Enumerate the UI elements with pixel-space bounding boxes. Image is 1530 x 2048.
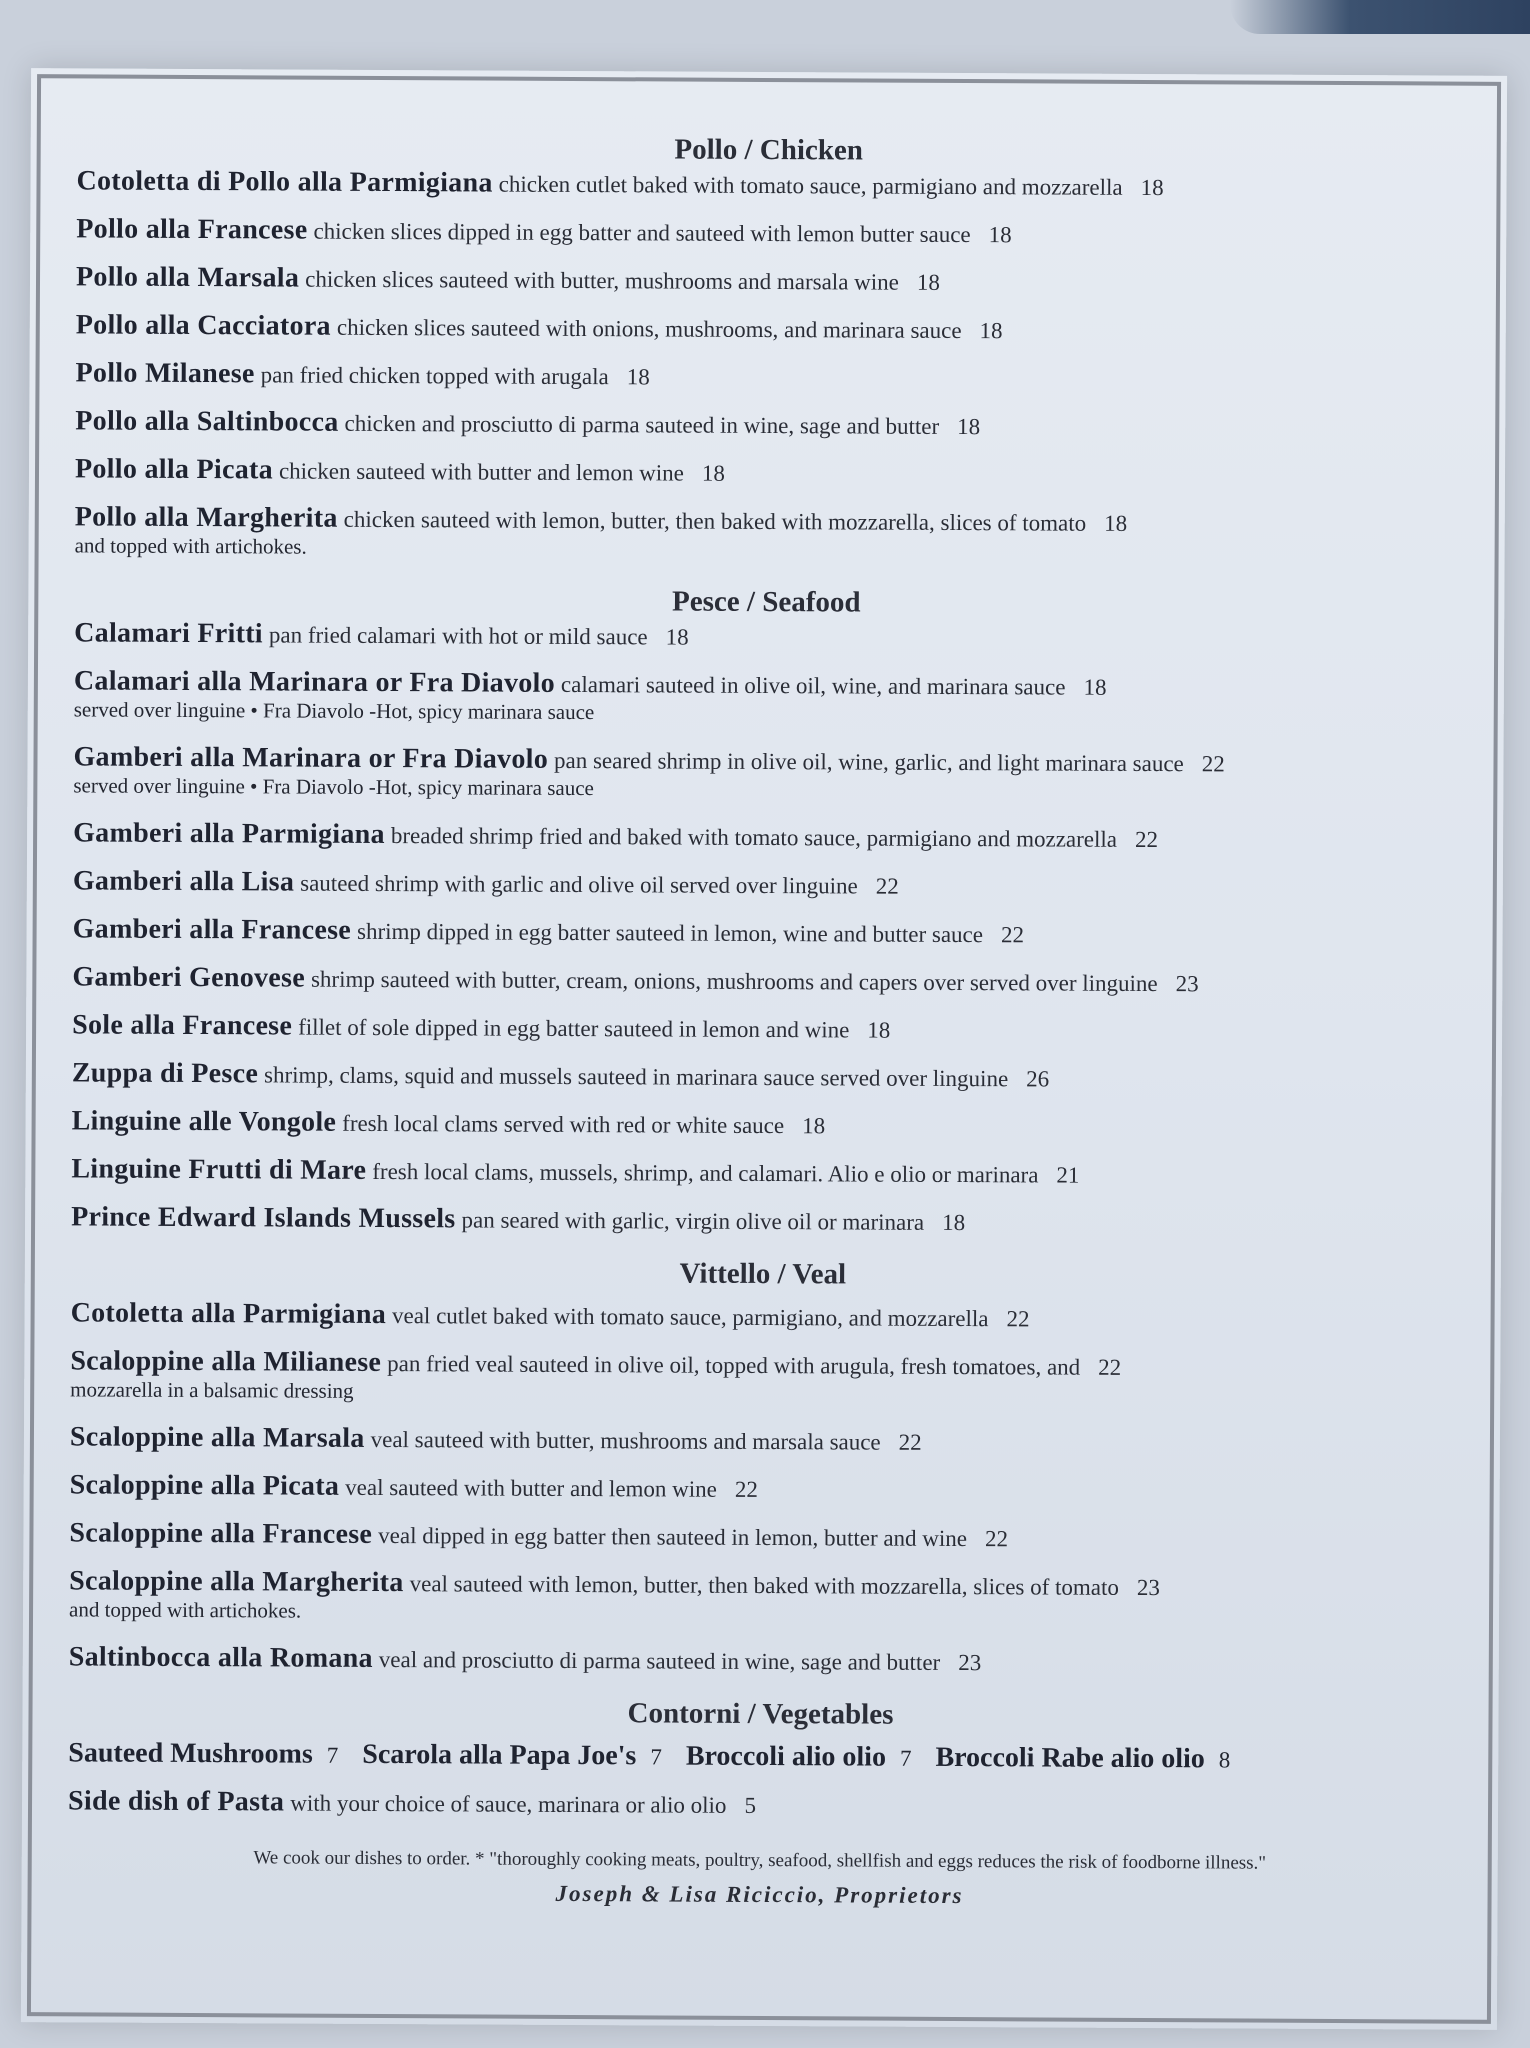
item-desc: fresh local clams served with red or white sauce (342, 1110, 785, 1139)
item-name: Scaloppine alla Francese (69, 1517, 373, 1550)
item-name: Cotoletta alla Parmigiana (70, 1297, 387, 1331)
item-price: 18 (1083, 674, 1107, 700)
item-desc: chicken slices sauteed with onions, mushrooms, and marinara sauce (336, 314, 962, 344)
item-name: Calamari Fritti (74, 617, 264, 650)
menu-item (70, 1470, 1454, 1525)
item-price: 22 (1201, 751, 1225, 777)
menu-item (72, 914, 1456, 969)
item-name: Pollo alla Saltinbocca (75, 405, 339, 438)
item-name: Saltinbocca alla Romana (68, 1641, 373, 1674)
item-name: Scaloppine alla Margherita (69, 1565, 404, 1599)
item-price: 7 (899, 1745, 912, 1771)
item-name: Gamberi alla Marinara or Fra Diavolo (73, 741, 549, 775)
menu-item (68, 1786, 1452, 1841)
item-note: and topped with artichokes. (74, 533, 307, 559)
menu-item (73, 742, 1457, 825)
item-price: 8 (1218, 1747, 1231, 1773)
item-name: Pollo Milanese (75, 357, 255, 390)
menu-item (69, 1566, 1453, 1649)
chicken-items (74, 166, 1460, 585)
item-price: 18 (665, 624, 689, 650)
item-price: 22 (734, 1476, 758, 1502)
menu-item (73, 818, 1457, 873)
menu-item (69, 1642, 1453, 1697)
item-desc: chicken slices sauteed with butter, mushrooms and marsala wine (305, 266, 899, 295)
item-desc: chicken cutlet baked with tomato sauce, parmigiano and mozzarella (498, 171, 1123, 200)
item-price: 18 (957, 414, 981, 440)
item-desc: pan seared with garlic, virgin olive oil or marinara (461, 1207, 925, 1235)
item-price: 22 (1006, 1306, 1030, 1332)
menu-item (76, 166, 1460, 221)
menu-item (75, 454, 1459, 509)
menu-page (21, 68, 1507, 2030)
item-desc: shrimp dipped in egg batter sauteed in lemon, wine and butter sauce (356, 918, 984, 948)
item-name: Sauteed Mushrooms (68, 1737, 313, 1770)
item-desc: chicken slices dipped in egg batter and sauteed with lemon butter sauce (313, 218, 971, 248)
item-name: Pollo alla Picata (74, 453, 274, 486)
item-name: Pollo alla Cacciatora (75, 309, 332, 342)
item-name: Scaloppine alla Picata (69, 1469, 340, 1502)
item-price: 23 (1136, 1574, 1161, 1601)
menu-item (75, 358, 1459, 413)
item-price: 18 (701, 460, 725, 486)
item-price: 22 (898, 1429, 922, 1455)
menu-item (76, 214, 1460, 269)
item-desc: veal sauteed with lemon, butter, then baked with mozzarella, slices of tomato (409, 1571, 1120, 1600)
section-title-seafood: Pesce / Seafood (672, 585, 861, 619)
menu-item (71, 1154, 1455, 1209)
menu-item (75, 406, 1459, 461)
footer-note: We cook our dishes to order. * "thoroughly cooking meats, poultry, seafood, shellfish and eggs reduces the risk of foodborne illness." (253, 1847, 1267, 1874)
item-price: 18 (1104, 510, 1128, 536)
menu-item (76, 310, 1460, 365)
item-price: 26 (1026, 1066, 1050, 1092)
item-name: Broccoli alio olio (685, 1740, 887, 1773)
menu-item (73, 866, 1457, 921)
item-price: 18 (988, 222, 1012, 248)
item-desc: chicken sauteed with butter and lemon wine (278, 458, 684, 486)
item-price: 18 (916, 269, 940, 295)
vegetables-row (68, 1738, 1452, 1793)
item-price: 18 (626, 364, 650, 390)
item-price: 18 (979, 318, 1003, 344)
item-desc: pan fried veal sauteed in olive oil, topped with arugula, fresh tomatoes, and (387, 1351, 1081, 1380)
item-note: served over linguine • Fra Diavolo -Hot, spicy marinara sauce (73, 773, 594, 801)
item-price: 22 (984, 1526, 1009, 1552)
menu-item (72, 1058, 1456, 1113)
item-name: Calamari alla Marinara or Fra Diavolo (73, 665, 556, 699)
item-price: 18 (802, 1113, 826, 1139)
item-name: Scaloppine alla Milianese (70, 1345, 382, 1378)
item-desc: shrimp, clams, squid and mussels sauteed in marinara sauce served over linguine (264, 1062, 1009, 1092)
item-name: Pollo alla Marsala (75, 261, 300, 294)
menu-item (74, 618, 1458, 673)
item-name: Linguine alle Vongole (71, 1105, 337, 1138)
item-desc: with your choice of sauce, marinara or alio olio (290, 1790, 727, 1818)
menu-item (74, 502, 1458, 585)
item-desc: veal dipped in egg batter then sauteed in lemon, butter and wine (378, 1522, 968, 1552)
menu-item (72, 1010, 1456, 1065)
item-price: 7 (650, 1744, 662, 1770)
item-name: Cotoletta di Pollo alla Parmigiana (76, 165, 493, 199)
item-note: mozzarella in a balsamic dressing (70, 1377, 354, 1403)
item-desc: fresh local clams, mussels, shrimp, and calamari. Alio e olio or marinara (372, 1158, 1039, 1188)
item-price: 22 (1098, 1354, 1122, 1380)
item-desc: veal sauteed with butter and lemon wine (345, 1474, 717, 1502)
menu-item (69, 1518, 1453, 1573)
section-title-chicken: Pollo / Chicken (674, 133, 864, 167)
item-name: Zuppa di Pesce (71, 1057, 259, 1090)
item-desc: chicken and prosciutto di parma sauteed in wine, sage and butter (344, 410, 940, 439)
item-name: Sole alla Francese (72, 1009, 293, 1042)
item-desc: pan fried calamari with hot or mild sauce (268, 622, 648, 650)
item-desc: pan seared shrimp in olive oil, wine, garlic, and light marinara sauce (553, 747, 1184, 777)
item-desc: sauteed shrimp with garlic and olive oil served over linguine (300, 870, 858, 899)
item-price: 21 (1056, 1162, 1080, 1188)
item-name: Gamberi alla Lisa (72, 865, 295, 898)
menu-item (70, 1298, 1454, 1353)
veal-items (69, 1298, 1455, 1697)
menu-item (72, 962, 1456, 1017)
item-name: Pollo alla Margherita (74, 501, 338, 534)
proprietors: Joseph & Lisa Riciccio, Proprietors (555, 1880, 964, 1909)
item-name: Side dish of Pasta (67, 1785, 285, 1818)
item-price: 18 (942, 1209, 966, 1236)
item-name: Gamberi alla Parmigiana (73, 817, 385, 851)
item-desc: veal and prosciutto di parma sauteed in wine, sage and butter (378, 1646, 941, 1675)
item-price: 22 (1000, 922, 1025, 948)
item-price: 18 (867, 1017, 891, 1043)
item-name: Linguine Frutti di Mare (71, 1153, 367, 1186)
item-desc: pan fried chicken topped with arugala (260, 362, 609, 390)
item-name: Broccoli Rabe alio olio (935, 1741, 1205, 1775)
background-corner (1230, 0, 1530, 34)
menu-item (76, 262, 1460, 317)
item-note: served over linguine • Fra Diavolo -Hot, spicy marinara sauce (73, 697, 595, 725)
item-desc: fillet of sole dipped in egg batter sauteed in lemon and wine (298, 1014, 850, 1043)
section-title-vegetables: Contorni / Vegetables (627, 1697, 894, 1731)
item-price: 22 (1134, 826, 1159, 853)
item-price: 22 (875, 873, 899, 899)
item-name: Scarola alla Papa Joe's (362, 1738, 637, 1772)
section-title-veal: Vittello / Veal (679, 1257, 847, 1291)
menu-item (70, 1346, 1454, 1429)
item-name: Scaloppine alla Marsala (69, 1421, 365, 1454)
menu-item (71, 1106, 1455, 1161)
item-price: 7 (326, 1742, 339, 1768)
item-name: Gamberi Genovese (72, 961, 306, 994)
item-price: 18 (1140, 174, 1164, 201)
item-name: Pollo alla Francese (76, 213, 308, 246)
item-desc: shrimp sauteed with butter, cream, onions, mushrooms and capers over served over linguine (310, 966, 1158, 997)
item-desc: chicken sauteed with lemon, butter, then baked with mozzarella, slices of tomato (343, 506, 1087, 536)
menu-item (74, 666, 1458, 749)
item-desc: veal cutlet baked with tomato sauce, parmigiano, and mozzarella (391, 1303, 989, 1332)
item-desc: veal sauteed with butter, mushrooms and marsala sauce (370, 1426, 881, 1455)
menu-content (68, 126, 1461, 1911)
item-price: 5 (744, 1792, 757, 1818)
menu-item (71, 1202, 1455, 1257)
menu-item (70, 1422, 1454, 1477)
item-name: Gamberi alla Francese (72, 913, 352, 946)
item-price: 23 (958, 1650, 982, 1676)
item-desc: breaded shrimp fried and baked with tomato sauce, parmigiano and mozzarella (390, 823, 1118, 852)
item-name: Prince Edward Islands Mussels (71, 1201, 456, 1235)
seafood-items (71, 618, 1458, 1257)
item-desc: calamari sauteed in olive oil, wine, and marinara sauce (560, 671, 1066, 700)
item-note: and topped with artichokes. (68, 1597, 302, 1623)
item-price: 23 (1175, 971, 1199, 997)
